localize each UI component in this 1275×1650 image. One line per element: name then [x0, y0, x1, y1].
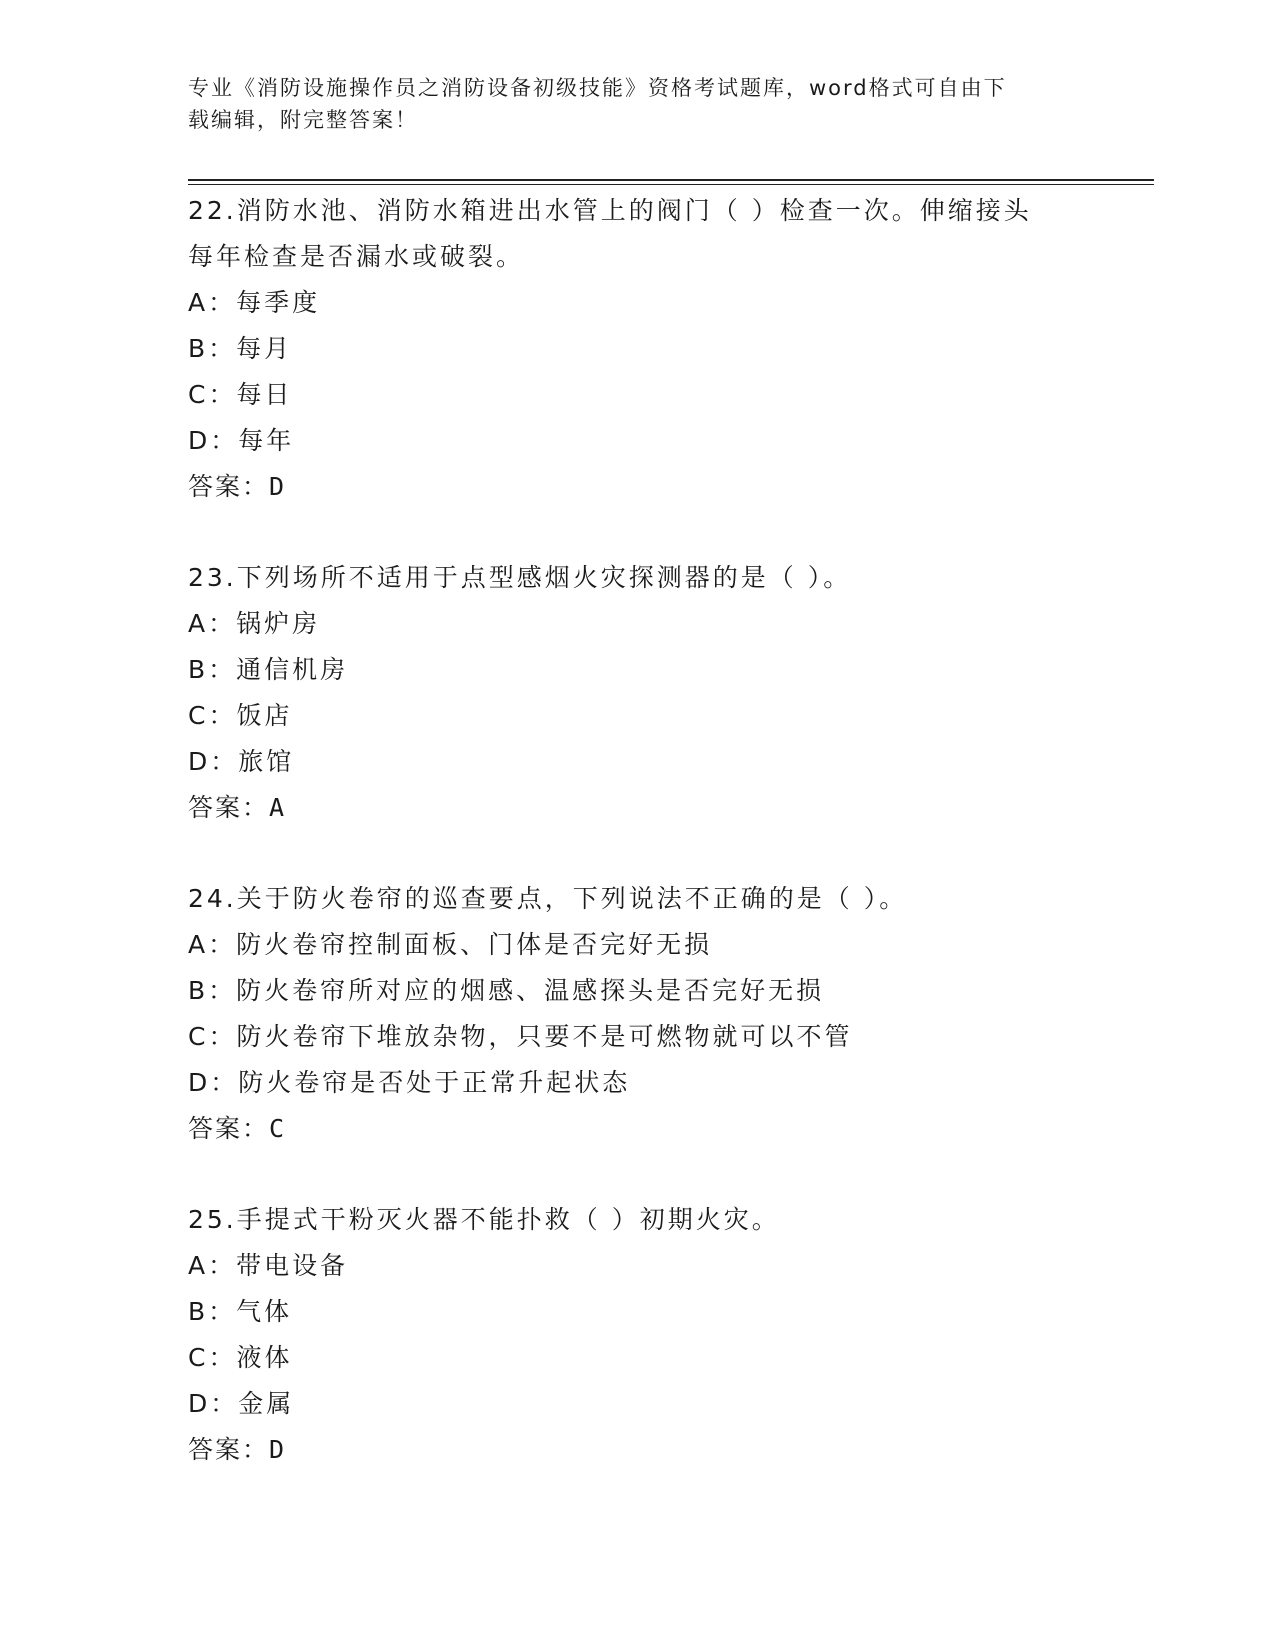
- option-d: D：旅馆: [188, 747, 295, 776]
- option-c: C：液体: [188, 1343, 293, 1372]
- document-header: [188, 72, 1068, 136]
- option-c: C：每日: [188, 380, 293, 409]
- answer-label: 答案：: [188, 1114, 270, 1143]
- question-stem: 22.消防水池、消防水箱进出水管上的阀门（ ）检查一次。伸缩接头: [188, 196, 1032, 225]
- question-stem: 23.下列场所不适用于点型感烟火灾探测器的是（ ）。: [188, 563, 852, 592]
- question-23: [188, 555, 1088, 831]
- option-a: A：锅炉房: [188, 609, 321, 638]
- question-stem: 25.手提式干粉灭火器不能扑救（ ）初期火灾。: [188, 1205, 780, 1234]
- question-24: [188, 876, 1088, 1152]
- option-b: B：防火卷帘所对应的烟感、温感探头是否完好无损: [188, 976, 825, 1005]
- option-b: B：气体: [188, 1297, 293, 1326]
- header-line-2: 载编辑，附完整答案！: [188, 108, 418, 132]
- option-b: B：通信机房: [188, 655, 349, 684]
- question-22: [188, 188, 1088, 510]
- question-stem: 24.关于防火卷帘的巡查要点，下列说法不正确的是（ ）。: [188, 884, 908, 913]
- question-stem-continued: 每年检查是否漏水或破裂。: [188, 242, 525, 271]
- answer: [188, 785, 1088, 831]
- header-divider-thin: [188, 184, 1154, 185]
- option-a: A：每季度: [188, 288, 321, 317]
- option-c: C：饭店: [188, 701, 293, 730]
- answer-label: 答案：: [188, 793, 270, 822]
- answer: [188, 464, 1088, 510]
- option-b: B：每月: [188, 334, 293, 363]
- option-d: D：每年: [188, 426, 295, 455]
- answer-label: 答案：: [188, 472, 270, 501]
- header-divider: [188, 179, 1154, 181]
- header-line-1: 专业《消防设施操作员之消防设备初级技能》资格考试题库，word格式可自由下: [188, 76, 1007, 100]
- answer-value: A: [269, 793, 287, 822]
- option-a: A：带电设备: [188, 1251, 349, 1280]
- option-a: A：防火卷帘控制面板、门体是否完好无损: [188, 930, 713, 959]
- question-list: [188, 188, 1088, 1518]
- answer-label: 答案：: [188, 1435, 270, 1464]
- option-d: D：防火卷帘是否处于正常升起状态: [188, 1068, 631, 1097]
- answer: [188, 1106, 1088, 1152]
- option-d: D：金属: [188, 1389, 295, 1418]
- answer-value: D: [269, 1435, 287, 1464]
- option-c: C：防火卷帘下堆放杂物，只要不是可燃物就可以不管: [188, 1022, 853, 1051]
- answer: [188, 1427, 1088, 1473]
- question-25: [188, 1197, 1088, 1473]
- answer-value: C: [269, 1114, 287, 1143]
- answer-value: D: [269, 472, 287, 501]
